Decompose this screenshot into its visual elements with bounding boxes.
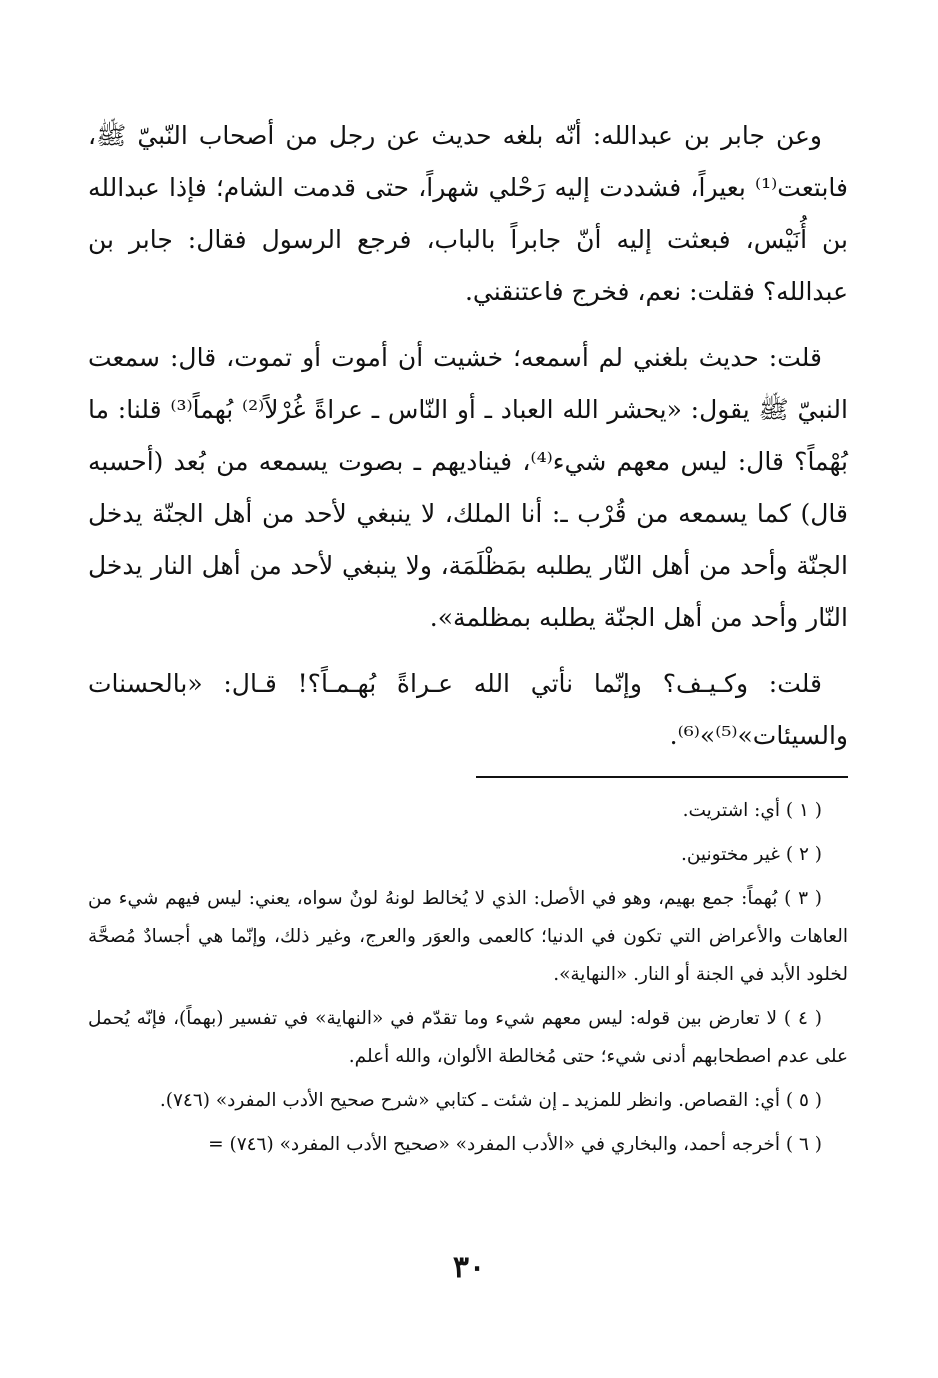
footnote-2: ( ٢ ) غير مختونين. [680, 844, 822, 865]
paragraph-2: قلت: حديث بلغني لم أسمعه؛ خشيت أن أموت أو تموت، قال: سمعت النبيّ ﷺ يقول: «يحشر الله العباد ـ أو النّاس ـ عراةً غُرْلاً⁽²⁾ بُهماً⁽³⁾ قلنا: ما بُهْماً؟ قال: ليس معهم شيء⁽⁴⁾، فيناديهم ـ بصوت يسمعه من بُعد (أحسبه قال) كما يسمعه من قُرْب ـ: أنا الملك، لا ينبغي لأحد من أهل الجنّة يدخل الجنّة وأحد من أهل النّار يطلبه بمَظْلَمَة، ولا ينبغي لأحد من أهل النار يدخل النّار وأحد من أهل الجنّة يطلبه بمظلمة». [88, 343, 848, 632]
footnotes [88, 792, 848, 1164]
paragraph-1: وعن جابر بن عبدالله: أنّه بلغه حديث عن رجل من أصحاب النّبيّ ﷺ، فابتعت⁽¹⁾ بعيراً، فشددت إليه رَحْلي شهراً، حتى قدمت الشام؛ فإذا عبدالله بن أُنَيْس، فبعثت إليه أنّ جابراً بالباب، فرجع الرسول فقال: جابر بن عبدالله؟ فقلت: نعم، فخرج فاعتنقني. [88, 121, 848, 306]
footnote-4: ( ٤ ) لا تعارض بين قوله: ليس معهم شيء وما تقدّم في «النهاية» في تفسير (بهماً)، فإنّه يُحمل على عدم اصطحابهم أدنى شيء؛ حتى مُخالطة الألوان، والله أعلم. [88, 1008, 848, 1067]
footnote-1: ( ١ ) أي: اشتريت. [682, 800, 822, 821]
footnote-5: ( ٥ ) أي: القصاص. وانظر للمزيد ـ إن شئت ـ كتابي «شرح صحيح الأدب المفرد» (٧٤٦). [159, 1090, 822, 1111]
page-content [88, 110, 848, 1170]
footnote-divider [476, 776, 848, 778]
paragraph-3: قلت: وكـيـف؟ وإنّما نأتي الله عـراةً بُهـمـاً؟! قـال: «بالحسنات والسيئات»⁽⁵⁾»⁽⁶⁾. [88, 669, 848, 750]
footnote-6: ( ٦ ) أخرجه أحمد، والبخاري في «الأدب المفرد» «صحيح الأدب المفرد» (٧٤٦) = [208, 1134, 822, 1155]
footnote-3: ( ٣ ) بُهماً: جمع بهيم، وهو في الأصل: الذي لا يُخالط لونهُ لونٌ سواه، يعني: ليس فيهم شيء من العاهات والأعراض التي تكون في الدنيا؛ كالعمى والعوَر والعرج، وغير ذلك، وإنّما هي أجسادٌ مُصحَّة لخلود الأبد في الجنة أو النار. «النهاية». [88, 888, 848, 985]
page-number: ٣٠ [452, 1250, 486, 1285]
